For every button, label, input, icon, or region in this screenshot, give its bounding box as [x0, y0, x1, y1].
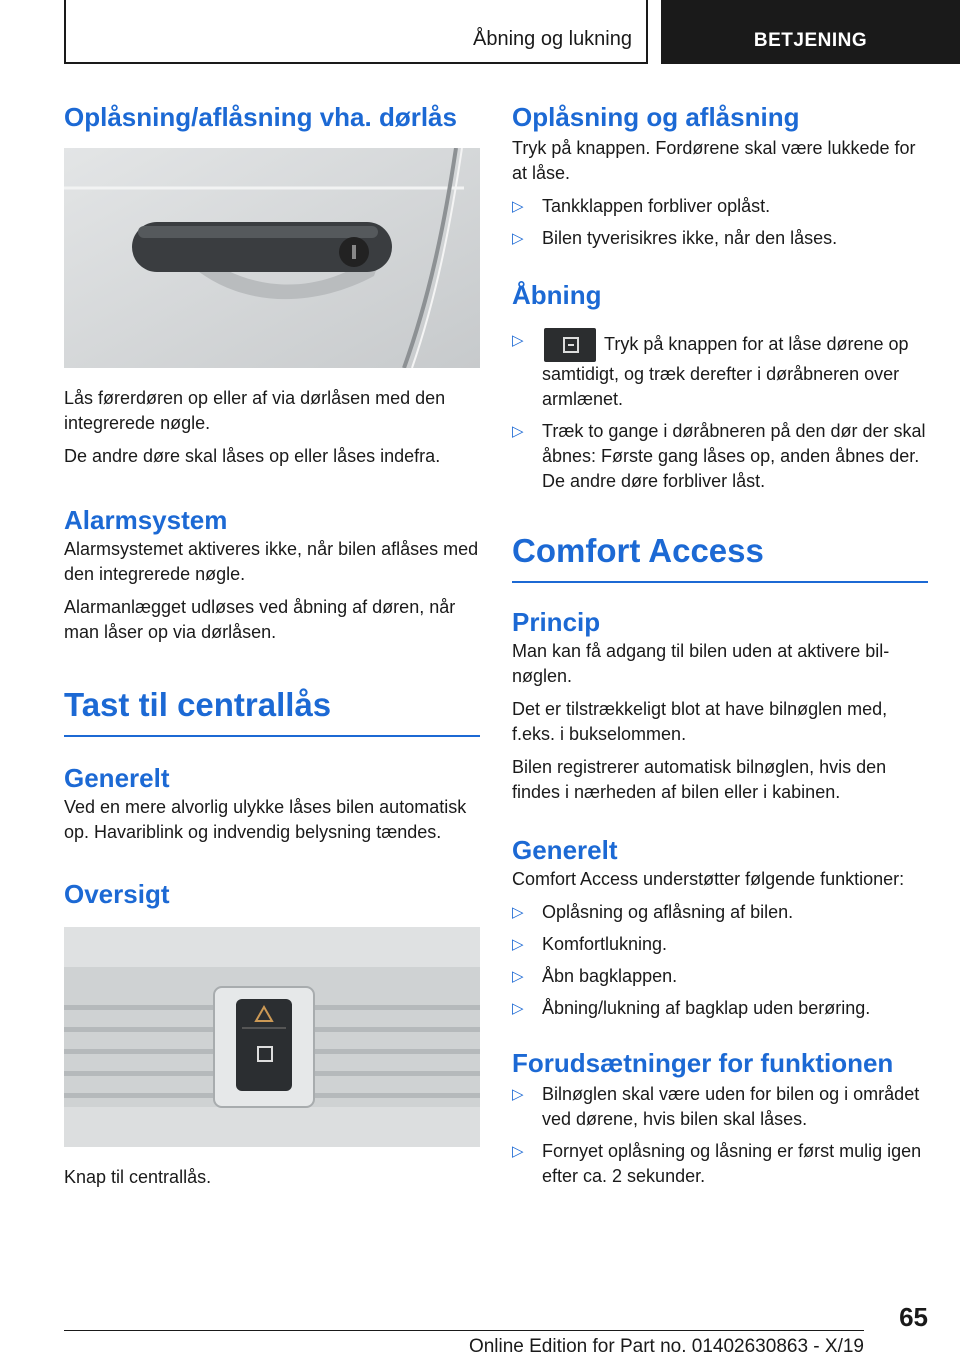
central-lock-button-image: [64, 927, 480, 1147]
chapter-title: BETJENING: [753, 30, 868, 51]
page-header: [64, 0, 960, 64]
list-item: ▷ Fornyet oplåsning og låsning er først mulig igen efter ca. 2 sekunder.: [512, 1141, 922, 1186]
list-item: ▷ Åbning/lukning af bagklap uden berøring.: [512, 996, 928, 1021]
central-lock-illustration: [64, 927, 480, 1147]
door-para-2: De andre døre skal låses op eller låses indefra.: [64, 446, 441, 466]
princip-para-1: Man kan få adgang til bilen uden at aktivere bilnøglen.: [512, 641, 890, 686]
open-list: [512, 328, 928, 494]
unlock-button-icon: [544, 328, 596, 362]
alarm-para-2: Alarmanlægget udløses ved åbning af døren, når man låser op via dørlåsen.: [64, 597, 456, 642]
chapter-tab: [661, 0, 960, 64]
bullet-icon: ▷: [512, 936, 524, 953]
bullet-icon: ▷: [512, 1000, 524, 1017]
bullet-icon: ▷: [512, 332, 524, 349]
list-item: ▷ Bilnøglen skal være uden for bilen og i området ved dørene, hvis bilen skal låses.: [512, 1084, 920, 1129]
bullet-icon: ▷: [512, 198, 524, 215]
heading-princip: Princip: [512, 607, 601, 637]
generelt-para-left: Ved en mere alvorlig ulykke låses bilen automatisk op. Havariblink og indvendig belysning tændes.: [64, 797, 467, 842]
list-item: ▷ Træk to gange i døråbneren på den dør der skal åbnes: Første gang låses op, anden åbnes der. De andre døre forbliver låst.: [512, 421, 926, 491]
heading-conditions: Forudsætninger for funktionen: [512, 1048, 894, 1078]
bullet-icon: ▷: [512, 968, 524, 985]
door-handle-illustration: [64, 148, 480, 368]
bullet-icon: ▷: [512, 1143, 524, 1160]
generelt-para-right: Comfort Access understøtter følgende funktioner:: [512, 869, 905, 889]
list-item: ▷ Åbn bagklappen.: [512, 964, 928, 989]
heading-oversigt: Oversigt: [64, 879, 170, 909]
bullet-icon: ▷: [512, 423, 524, 440]
list-item: ▷ Bilen tyverisikres ikke, når den låses.: [512, 226, 928, 251]
heading-door-lock: Oplåsning/aflåsning vha. dørlås: [64, 102, 457, 132]
left-column: [64, 100, 480, 1198]
heading-open: Åbning: [512, 280, 602, 310]
conditions-list: [512, 1082, 928, 1189]
heading-lock-unlock: Oplåsning og aflåsning: [512, 102, 800, 132]
list-item: ▷ Oplåsning og aflåsning af bilen.: [512, 900, 928, 925]
edition-text: Online Edition for Part no. 01402630863 - X/19: [468, 1336, 864, 1357]
page-number: 65: [899, 1302, 928, 1332]
princip-para-2: Det er tilstrækkeligt blot at have bilnøglen med, f.eks. i bukselommen.: [512, 699, 888, 744]
bullet-icon: ▷: [512, 1086, 524, 1103]
door-para-1: Lås førerdøren op eller af via dørlåsen med den integrerede nøgle.: [64, 388, 446, 433]
lock-list: [512, 194, 928, 251]
bullet-icon: ▷: [512, 230, 524, 247]
list-item: ▷ Komfortlukning.: [512, 932, 928, 957]
heading-generelt-left: Generelt: [64, 763, 170, 793]
bullet-icon: ▷: [512, 904, 524, 921]
list-item: ▷ Tankklappen forbliver oplåst.: [512, 194, 928, 219]
door-handle-image: [64, 148, 480, 368]
right-column: [512, 100, 928, 1196]
footer-divider: [64, 1330, 864, 1331]
generelt-list: [512, 900, 928, 1021]
image-caption: Knap til centrallås.: [64, 1167, 212, 1187]
alarm-para-1: Alarmsystemet aktiveres ikke, når bilen aflåses med den integrerede nøgle.: [64, 539, 479, 584]
heading-comfort-access: Comfort Access: [512, 529, 928, 583]
heading-alarm: Alarmsystem: [64, 505, 228, 535]
section-tab: [64, 0, 648, 64]
section-title: Åbning og lukning: [472, 28, 632, 50]
heading-generelt-right: Generelt: [512, 835, 618, 865]
lock-para: Tryk på knappen. Fordørene skal være lukkede for at låse.: [512, 138, 916, 183]
princip-para-3: Bilen registrerer automatisk bilnøglen, hvis den findes i nærheden af bilen eller i kabinen.: [512, 757, 887, 802]
heading-central-lock: Tast til centrallås: [64, 683, 480, 737]
list-item: ▷ Tryk på knappen for at låse dørene op samtidigt, og træk derefter i døråbneren over armlænet.: [512, 328, 928, 412]
